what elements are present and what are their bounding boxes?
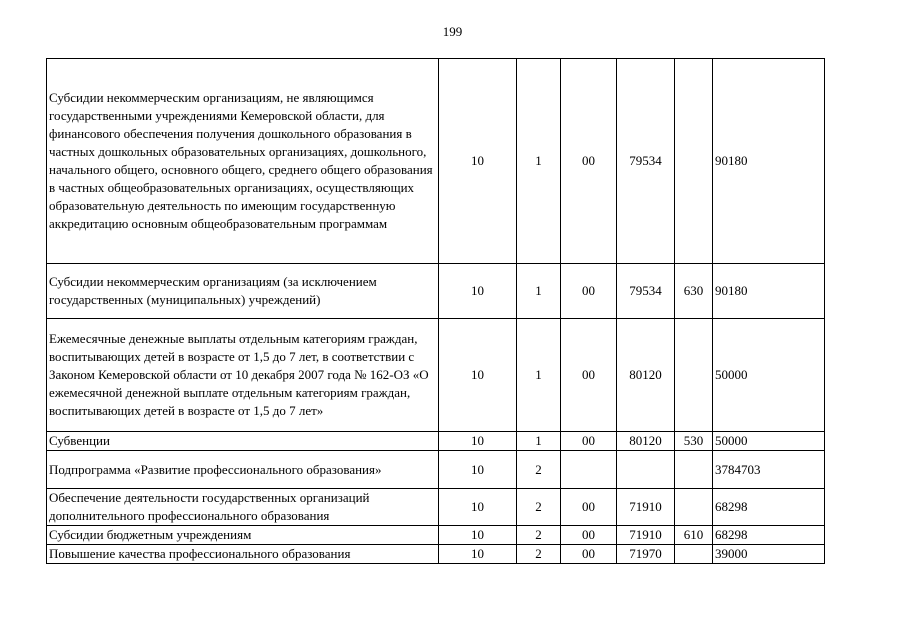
row-description: Субвенции	[47, 432, 439, 451]
code-cell: 71970	[617, 545, 675, 564]
section-cell: 10	[439, 59, 517, 264]
subsection-cell: 2	[517, 489, 561, 526]
section-cell: 10	[439, 489, 517, 526]
section-cell: 10	[439, 526, 517, 545]
subsection-cell: 1	[517, 59, 561, 264]
table-row	[47, 526, 825, 545]
row-description: Подпрограмма «Развитие профессионального образования»	[47, 451, 439, 489]
code-cell: 80120	[617, 319, 675, 432]
amount-cell: 50000	[713, 432, 825, 451]
subsection-cell: 1	[517, 264, 561, 319]
expense-type-cell	[675, 59, 713, 264]
subsection-cell: 2	[517, 526, 561, 545]
subsection-cell: 2	[517, 451, 561, 489]
code-cell: 71910	[617, 526, 675, 545]
subsection-cell: 1	[517, 432, 561, 451]
section-cell: 10	[439, 264, 517, 319]
budget-table	[46, 58, 825, 564]
subsection-cell: 2	[517, 545, 561, 564]
expense-type-cell: 530	[675, 432, 713, 451]
table-row	[47, 319, 825, 432]
section-cell: 10	[439, 451, 517, 489]
amount-cell: 90180	[713, 59, 825, 264]
row-description: Ежемесячные денежные выплаты отдельным категориям граждан, воспитывающих детей в возрасте от 1,5 до 7 лет, в соответствии с Законом Кемеровской области от 10 декабря 2007 года № 162-ОЗ «О ежемесячной денежной выплате отдельным категориям граждан, воспитывающих детей в возрасте от 1,5 до 7 лет»	[47, 319, 439, 432]
expense-type-cell	[675, 451, 713, 489]
expense-type-cell	[675, 489, 713, 526]
amount-cell: 50000	[713, 319, 825, 432]
amount-cell: 90180	[713, 264, 825, 319]
code-cell: 80120	[617, 432, 675, 451]
amount-cell: 3784703	[713, 451, 825, 489]
amount-cell: 39000	[713, 545, 825, 564]
expense-type-cell: 630	[675, 264, 713, 319]
row-description: Повышение качества профессионального образования	[47, 545, 439, 564]
program-cell: 00	[561, 59, 617, 264]
expense-type-cell	[675, 545, 713, 564]
table-row	[47, 264, 825, 319]
table-row	[47, 59, 825, 264]
program-cell: 00	[561, 526, 617, 545]
table-row	[47, 489, 825, 526]
table-row	[47, 432, 825, 451]
code-cell	[617, 451, 675, 489]
row-description: Субсидии некоммерческим организациям (за исключением государственных (муниципальных) учреждений)	[47, 264, 439, 319]
row-description: Обеспечение деятельности государственных организаций дополнительного профессионального образования	[47, 489, 439, 526]
code-cell: 79534	[617, 59, 675, 264]
section-cell: 10	[439, 432, 517, 451]
section-cell: 10	[439, 319, 517, 432]
table-row	[47, 545, 825, 564]
expense-type-cell	[675, 319, 713, 432]
code-cell: 71910	[617, 489, 675, 526]
code-cell: 79534	[617, 264, 675, 319]
table-row	[47, 451, 825, 489]
amount-cell: 68298	[713, 489, 825, 526]
section-cell: 10	[439, 545, 517, 564]
program-cell: 00	[561, 545, 617, 564]
program-cell: 00	[561, 264, 617, 319]
program-cell	[561, 451, 617, 489]
row-description: Субсидии бюджетным учреждениям	[47, 526, 439, 545]
program-cell: 00	[561, 432, 617, 451]
subsection-cell: 1	[517, 319, 561, 432]
program-cell: 00	[561, 489, 617, 526]
page-number: 199	[442, 24, 463, 39]
row-description: Субсидии некоммерческим организациям, не являющимся государственными учреждениями Кемеровской области, для финансового обеспечения получения дошкольного образования в частных дошкольных образовательных организациях, дошкольного, начального общего, основного общего, среднего общего образования в частных общеобразовательных организациях, осуществляющих образовательную деятельность по имеющим государственную аккредитацию основным общеобразовательным программам	[47, 59, 439, 264]
amount-cell: 68298	[713, 526, 825, 545]
expense-type-cell: 610	[675, 526, 713, 545]
program-cell: 00	[561, 319, 617, 432]
